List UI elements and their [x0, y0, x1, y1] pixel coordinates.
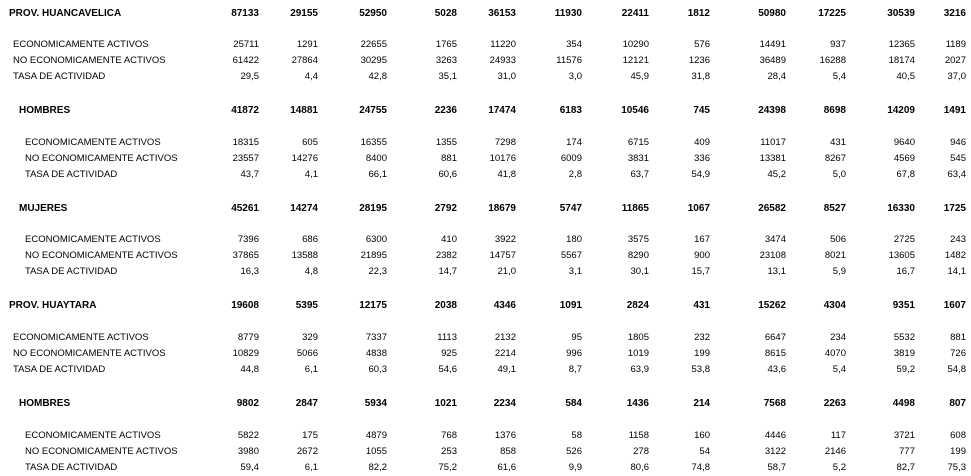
row-label: TASA DE ACTIVIDAD: [13, 71, 106, 82]
cell-value: 54,8: [947, 364, 966, 375]
row-label: ECONOMICAMENTE ACTIVOS: [25, 234, 161, 245]
cell-value: 22411: [621, 8, 649, 19]
cell-value: 5395: [295, 300, 318, 311]
cell-value: 4346: [493, 300, 516, 311]
cell-value: 11220: [490, 39, 516, 50]
cell-value: 30539: [887, 8, 915, 19]
cell-value: 2,8: [568, 169, 582, 180]
cell-value: 14276: [291, 153, 318, 164]
cell-value: 12121: [622, 55, 649, 66]
row-label: ECONOMICAMENTE ACTIVOS: [25, 137, 161, 148]
cell-value: 9,9: [568, 462, 582, 473]
cell-value: 329: [302, 332, 318, 343]
cell-value: 2725: [893, 234, 915, 245]
cell-value: 881: [441, 153, 457, 164]
cell-value: 7568: [763, 398, 786, 409]
cell-value: 16330: [887, 203, 915, 214]
cell-value: 24398: [758, 105, 786, 116]
cell-value: 14209: [887, 105, 915, 116]
cell-value: 36153: [488, 8, 516, 19]
cell-value: 58: [571, 430, 582, 441]
cell-value: 4446: [764, 430, 786, 441]
row-label: NO ECONOMICAMENTE ACTIVOS: [25, 250, 178, 261]
cell-value: 2027: [944, 55, 966, 66]
cell-value: 16,7: [896, 266, 915, 277]
cell-value: 431: [830, 137, 846, 148]
cell-value: 50980: [758, 8, 786, 19]
row-label: PROV. HUANCAVELICA: [9, 8, 122, 19]
cell-value: 43,6: [767, 364, 786, 375]
cell-value: 175: [302, 430, 318, 441]
cell-value: 29,5: [240, 71, 259, 82]
cell-value: 13,1: [767, 266, 786, 277]
cell-value: 41872: [231, 105, 259, 116]
cell-value: 19608: [231, 300, 259, 311]
cell-value: 576: [694, 39, 710, 50]
cell-value: 180: [566, 234, 582, 245]
row-label: TASA DE ACTIVIDAD: [25, 169, 118, 180]
cell-value: 1491: [943, 105, 966, 116]
cell-value: 3980: [237, 446, 259, 457]
cell-value: 3721: [893, 430, 915, 441]
cell-value: 37,0: [947, 71, 966, 82]
row-label: MUJERES: [19, 203, 68, 214]
cell-value: 506: [830, 234, 846, 245]
cell-value: 54,6: [438, 364, 457, 375]
cell-value: 937: [830, 39, 846, 50]
cell-value: 1482: [944, 250, 966, 261]
cell-value: 5934: [364, 398, 387, 409]
row-label: TASA DE ACTIVIDAD: [25, 462, 118, 473]
cell-value: 15,7: [691, 266, 710, 277]
cell-value: 74,8: [691, 462, 710, 473]
row-label: ECONOMICAMENTE ACTIVOS: [13, 332, 149, 343]
cell-value: 45261: [231, 203, 259, 214]
cell-value: 13381: [759, 153, 786, 164]
cell-value: 6300: [365, 234, 387, 245]
cell-value: 14757: [489, 250, 516, 261]
cell-value: 82,2: [368, 462, 387, 473]
cell-value: 2146: [824, 446, 846, 457]
cell-value: 7337: [365, 332, 387, 343]
table-row: [0, 69, 971, 85]
table-row: [0, 103, 971, 119]
cell-value: 10546: [621, 105, 649, 116]
cell-value: 745: [693, 105, 710, 116]
cell-value: 14881: [290, 105, 318, 116]
cell-value: 12365: [888, 39, 915, 50]
cell-value: 925: [441, 348, 457, 359]
cell-value: 54: [699, 446, 710, 457]
cell-value: 2236: [434, 105, 457, 116]
table-row: [0, 135, 971, 151]
cell-value: 199: [694, 348, 710, 359]
cell-value: 18315: [232, 137, 259, 148]
cell-value: 4,8: [304, 266, 318, 277]
cell-value: 43,7: [240, 169, 259, 180]
cell-value: 75,3: [947, 462, 966, 473]
cell-value: 1236: [688, 55, 710, 66]
cell-value: 5822: [237, 430, 259, 441]
cell-value: 36489: [759, 55, 786, 66]
row-label: TASA DE ACTIVIDAD: [13, 364, 106, 375]
cell-value: 608: [950, 430, 966, 441]
cell-value: 4498: [892, 398, 915, 409]
cell-value: 60,3: [368, 364, 387, 375]
cell-value: 410: [441, 234, 457, 245]
cell-value: 53,8: [691, 364, 710, 375]
cell-value: 95: [571, 332, 582, 343]
cell-value: 278: [633, 446, 649, 457]
cell-value: 2847: [295, 398, 318, 409]
cell-value: 526: [566, 446, 582, 457]
cell-value: 8267: [824, 153, 846, 164]
cell-value: 29155: [290, 8, 318, 19]
cell-value: 4304: [823, 300, 846, 311]
cell-value: 8779: [237, 332, 259, 343]
cell-value: 63,7: [630, 169, 649, 180]
cell-value: 545: [950, 153, 966, 164]
cell-value: 14491: [759, 39, 786, 50]
cell-value: 58,7: [767, 462, 786, 473]
cell-value: 726: [950, 348, 966, 359]
cell-value: 881: [950, 332, 966, 343]
cell-value: 409: [694, 137, 710, 148]
cell-value: 5,2: [832, 462, 846, 473]
cell-value: 23108: [759, 250, 786, 261]
cell-value: 8290: [627, 250, 649, 261]
cell-value: 5,4: [832, 364, 846, 375]
cell-value: 5066: [296, 348, 318, 359]
cell-value: 3216: [943, 8, 966, 19]
cell-value: 11576: [556, 55, 582, 66]
cell-value: 11930: [554, 8, 582, 19]
cell-value: 117: [830, 430, 846, 441]
cell-value: 7396: [237, 234, 259, 245]
cell-value: 8021: [824, 250, 846, 261]
cell-value: 6,1: [304, 364, 318, 375]
cell-value: 946: [950, 137, 966, 148]
cell-value: 4,4: [304, 71, 318, 82]
cell-value: 6,1: [304, 462, 318, 473]
table-row: [0, 248, 971, 264]
cell-value: 336: [694, 153, 710, 164]
cell-value: 1019: [627, 348, 649, 359]
cell-value: 3,0: [568, 71, 582, 82]
cell-value: 8,7: [568, 364, 582, 375]
cell-value: 18679: [488, 203, 516, 214]
cell-value: 15262: [758, 300, 786, 311]
cell-value: 160: [694, 430, 710, 441]
cell-value: 16355: [360, 137, 387, 148]
cell-value: 3922: [494, 234, 516, 245]
cell-value: 768: [441, 430, 457, 441]
cell-value: 49,1: [497, 364, 516, 375]
cell-value: 1091: [559, 300, 582, 311]
cell-value: 24933: [489, 55, 516, 66]
cell-value: 8527: [823, 203, 846, 214]
cell-value: 16,3: [240, 266, 259, 277]
cell-value: 2234: [493, 398, 516, 409]
table-row: [0, 346, 971, 362]
cell-value: 584: [565, 398, 582, 409]
cell-value: 232: [694, 332, 710, 343]
cell-value: 14,7: [438, 266, 457, 277]
cell-value: 14,1: [947, 266, 966, 277]
cell-value: 1067: [687, 203, 710, 214]
table-row: [0, 201, 971, 217]
cell-value: 2824: [626, 300, 649, 311]
cell-value: 14274: [290, 203, 318, 214]
cell-value: 2792: [434, 203, 457, 214]
cell-value: 18174: [888, 55, 915, 66]
cell-value: 30295: [360, 55, 387, 66]
cell-value: 2132: [494, 332, 516, 343]
cell-value: 13588: [291, 250, 318, 261]
cell-value: 234: [830, 332, 846, 343]
cell-value: 66,1: [368, 169, 387, 180]
cell-value: 24755: [359, 105, 387, 116]
cell-value: 9640: [893, 137, 915, 148]
cell-value: 60,6: [438, 169, 457, 180]
cell-value: 11865: [621, 203, 649, 214]
cell-value: 777: [899, 446, 915, 457]
cell-value: 243: [950, 234, 966, 245]
cell-value: 30,1: [630, 266, 649, 277]
cell-value: 3474: [764, 234, 786, 245]
cell-value: 354: [566, 39, 582, 50]
table-row: [0, 444, 971, 460]
cell-value: 17225: [818, 8, 846, 19]
cell-value: 8698: [823, 105, 846, 116]
cell-value: 59,2: [896, 364, 915, 375]
table-row: [0, 362, 971, 378]
cell-value: 59,4: [240, 462, 259, 473]
cell-value: 45,9: [630, 71, 649, 82]
cell-value: 61422: [232, 55, 259, 66]
cell-value: 31,0: [497, 71, 516, 82]
cell-value: 5,9: [832, 266, 846, 277]
cell-value: 2263: [823, 398, 846, 409]
cell-value: 4879: [365, 430, 387, 441]
table-row: [0, 37, 971, 53]
cell-value: 6715: [627, 137, 649, 148]
cell-value: 253: [441, 446, 457, 457]
row-label: NO ECONOMICAMENTE ACTIVOS: [13, 55, 166, 66]
cell-value: 5532: [893, 332, 915, 343]
cell-value: 3819: [893, 348, 915, 359]
cell-value: 10290: [622, 39, 649, 50]
row-label: TASA DE ACTIVIDAD: [25, 266, 118, 277]
cell-value: 22655: [360, 39, 387, 50]
cell-value: 431: [693, 300, 710, 311]
cell-value: 23557: [232, 153, 259, 164]
cell-value: 3831: [627, 153, 649, 164]
cell-value: 1291: [296, 39, 318, 50]
cell-value: 3122: [764, 446, 786, 457]
cell-value: 9802: [236, 398, 259, 409]
cell-value: 6183: [559, 105, 582, 116]
cell-value: 82,7: [896, 462, 915, 473]
cell-value: 16288: [819, 55, 846, 66]
cell-value: 4,1: [304, 169, 318, 180]
row-label: PROV. HUAYTARA: [9, 300, 97, 311]
table-row: [0, 232, 971, 248]
cell-value: 25711: [233, 39, 259, 50]
table-row: [0, 6, 971, 22]
cell-value: 17474: [488, 105, 516, 116]
cell-value: 7298: [494, 137, 516, 148]
cell-value: 21,0: [497, 266, 516, 277]
table-row: [0, 396, 971, 412]
cell-value: 6009: [560, 153, 582, 164]
cell-value: 807: [949, 398, 966, 409]
cell-value: 63,4: [947, 169, 966, 180]
row-label: ECONOMICAMENTE ACTIVOS: [13, 39, 149, 50]
cell-value: 5028: [434, 8, 457, 19]
cell-value: 8615: [764, 348, 786, 359]
row-label: NO ECONOMICAMENTE ACTIVOS: [25, 446, 178, 457]
cell-value: 1436: [626, 398, 649, 409]
cell-value: 167: [694, 234, 710, 245]
cell-value: 1725: [943, 203, 966, 214]
cell-value: 1055: [365, 446, 387, 457]
cell-value: 37865: [232, 250, 259, 261]
cell-value: 2214: [494, 348, 516, 359]
cell-value: 3,1: [568, 266, 582, 277]
table-row: [0, 460, 971, 476]
cell-value: 4838: [365, 348, 387, 359]
cell-value: 52950: [359, 8, 387, 19]
cell-value: 87133: [231, 8, 259, 19]
row-label: HOMBRES: [19, 105, 71, 116]
cell-value: 174: [566, 137, 582, 148]
cell-value: 9351: [892, 300, 915, 311]
cell-value: 10829: [232, 348, 259, 359]
cell-value: 10176: [489, 153, 516, 164]
cell-value: 1158: [628, 430, 649, 441]
cell-value: 6647: [764, 332, 786, 343]
cell-value: 1765: [435, 39, 457, 50]
table-row: [0, 428, 971, 444]
cell-value: 4569: [893, 153, 915, 164]
cell-value: 199: [950, 446, 966, 457]
cell-value: 2038: [434, 300, 457, 311]
cell-value: 40,5: [896, 71, 915, 82]
cell-value: 26582: [758, 203, 786, 214]
cell-value: 45,2: [767, 169, 786, 180]
cell-value: 42,8: [368, 71, 387, 82]
table-row: [0, 298, 971, 314]
cell-value: 54,9: [691, 169, 710, 180]
cell-value: 22,3: [368, 266, 387, 277]
cell-value: 44,8: [240, 364, 259, 375]
cell-value: 1113: [437, 332, 457, 343]
row-label: NO ECONOMICAMENTE ACTIVOS: [13, 348, 166, 359]
cell-value: 1812: [687, 8, 710, 19]
cell-value: 605: [302, 137, 318, 148]
table-row: [0, 167, 971, 183]
cell-value: 4070: [824, 348, 846, 359]
cell-value: 28,4: [767, 71, 786, 82]
cell-value: 31,8: [691, 71, 710, 82]
cell-value: 11017: [760, 137, 786, 148]
cell-value: 12175: [359, 300, 387, 311]
cell-value: 5,0: [832, 169, 846, 180]
cell-value: 75,2: [438, 462, 457, 473]
cell-value: 27864: [291, 55, 318, 66]
cell-value: 3263: [435, 55, 457, 66]
row-label: NO ECONOMICAMENTE ACTIVOS: [25, 153, 178, 164]
cell-value: 13605: [888, 250, 915, 261]
cell-value: 67,8: [896, 169, 915, 180]
cell-value: 996: [566, 348, 582, 359]
cell-value: 61,6: [497, 462, 516, 473]
row-label: HOMBRES: [19, 398, 71, 409]
cell-value: 5747: [559, 203, 582, 214]
cell-value: 80,6: [630, 462, 649, 473]
cell-value: 1189: [945, 39, 966, 50]
cell-value: 2672: [296, 446, 318, 457]
cell-value: 8400: [365, 153, 387, 164]
cell-value: 1021: [434, 398, 457, 409]
row-label: ECONOMICAMENTE ACTIVOS: [25, 430, 161, 441]
cell-value: 1355: [435, 137, 457, 148]
cell-value: 28195: [359, 203, 387, 214]
table-row: [0, 53, 971, 69]
cell-value: 858: [500, 446, 516, 457]
cell-value: 900: [694, 250, 710, 261]
cell-value: 63,9: [630, 364, 649, 375]
cell-value: 41,8: [497, 169, 516, 180]
cell-value: 21895: [360, 250, 387, 261]
table-row: [0, 151, 971, 167]
table-row: [0, 330, 971, 346]
cell-value: 214: [693, 398, 710, 409]
cell-value: 35,1: [438, 71, 457, 82]
table-row: [0, 264, 971, 280]
cell-value: 2382: [435, 250, 457, 261]
cell-value: 1376: [494, 430, 516, 441]
cell-value: 1607: [943, 300, 966, 311]
cell-value: 1805: [627, 332, 649, 343]
cell-value: 3575: [627, 234, 649, 245]
cell-value: 686: [302, 234, 318, 245]
cell-value: 5,4: [832, 71, 846, 82]
cell-value: 5567: [560, 250, 582, 261]
